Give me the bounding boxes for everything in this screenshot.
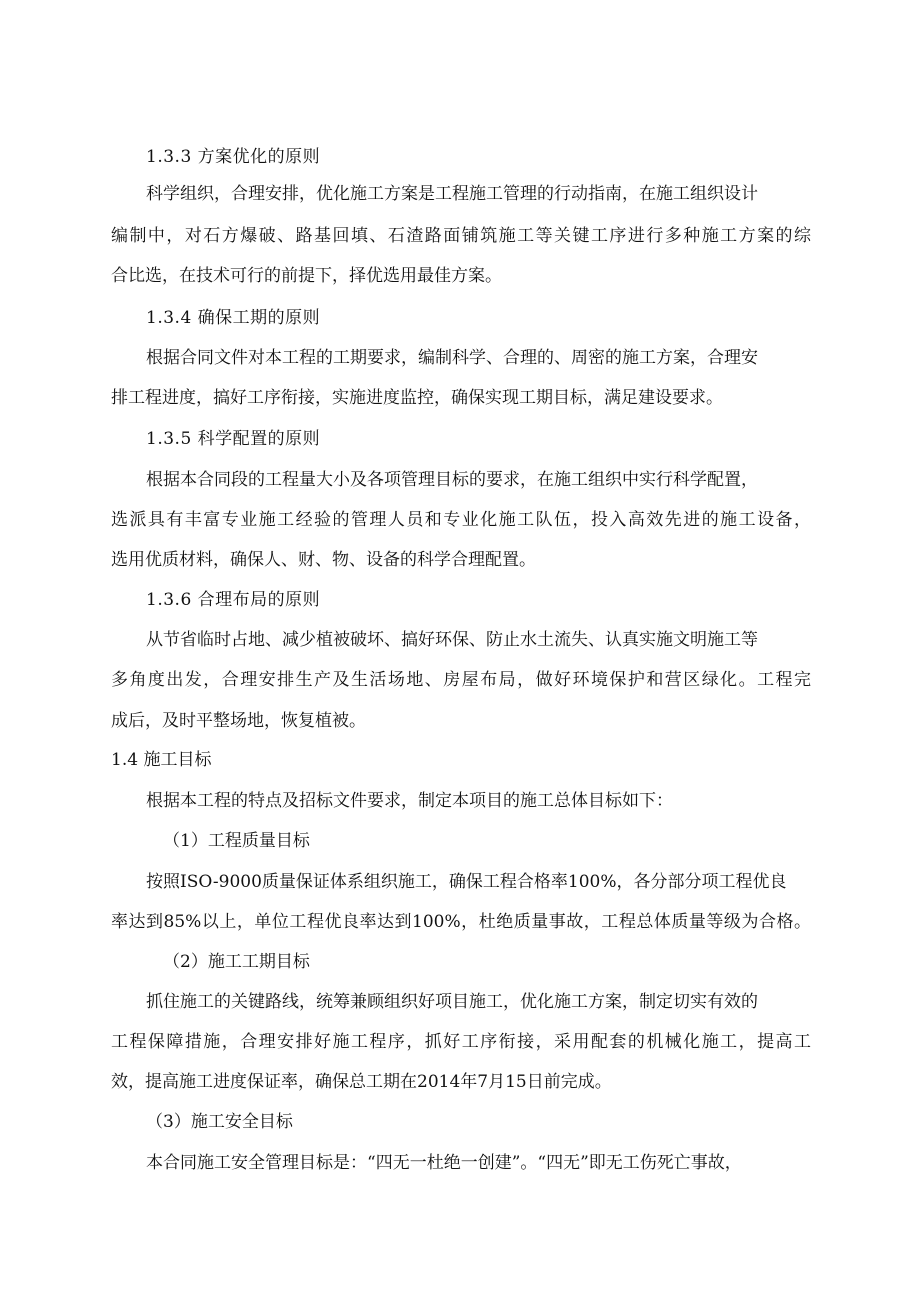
section-heading-1-3-4: 1.3.4 确保工期的原则 [146, 308, 321, 328]
paragraph-line: 工程保障措施，合理安排好施工程序，抓好工序衔接，采用配套的机械化施工，提高工 [111, 1032, 811, 1052]
section-heading-1-3-6: 1.3.6 合理布局的原则 [146, 590, 321, 610]
paragraph-line: 根据合同文件对本工程的工期要求，编制科学、合理的、周密的施工方案，合理安 [146, 348, 758, 368]
paragraph-line: 本合同施工安全管理目标是：“四无一杜绝一创建”。“四无”即无工伤死亡事故， [146, 1153, 742, 1173]
paragraph-line: 从节省临时占地、减少植被破坏、搞好环保、防止水土流失、认真实施文明施工等 [146, 630, 758, 650]
paragraph-line: 编制中，对石方爆破、路基回填、石渣路面铺筑施工等关键工序进行多种施工方案的综 [111, 226, 811, 246]
paragraph-line: 排工程进度，搞好工序衔接，实施进度监控，确保实现工期目标，满足建设要求。 [111, 388, 723, 408]
paragraph-line: 抓住施工的关键路线，统筹兼顾组织好项目施工，优化施工方案，制定切实有效的 [146, 992, 758, 1012]
section-heading-1-3-5: 1.3.5 科学配置的原则 [146, 429, 321, 449]
paragraph-line: 选用优质材料，确保人、财、物、设备的科学合理配置。 [111, 550, 536, 570]
subheading-quality-target: （1）工程质量目标 [163, 831, 310, 851]
section-heading-1-4: 1.4 施工目标 [111, 750, 212, 770]
paragraph-line: 根据本合同段的工程量大小及各项管理目标的要求，在施工组织中实行科学配置， [146, 470, 758, 490]
paragraph-line: 根据本工程的特点及招标文件要求，制定本项目的施工总体目标如下： [146, 791, 673, 811]
paragraph-line: 成后，及时平整场地，恢复植被。 [111, 711, 366, 731]
section-heading-1-3-3: 1.3.3 方案优化的原则 [146, 147, 321, 167]
paragraph-line: 选派具有丰富专业施工经验的管理人员和专业化施工队伍，投入高效先进的施工设备， [111, 510, 811, 530]
subheading-schedule-target: （2）施工工期目标 [163, 952, 310, 972]
subheading-safety-target: （3）施工安全目标 [146, 1112, 293, 1132]
paragraph-line: 合比选，在技术可行的前提下，择优选用最佳方案。 [111, 266, 502, 286]
paragraph-line: 按照ISO-9000质量保证体系组织施工，确保工程合格率100%，各分部分项工程优良 [146, 872, 787, 892]
paragraph-line: 科学组织，合理安排，优化施工方案是工程施工管理的行动指南，在施工组织设计 [146, 184, 758, 204]
paragraph-line: 率达到85%以上，单位工程优良率达到100%，杜绝质量事故，工程总体质量等级为合格。 [111, 912, 811, 932]
paragraph-line: 效，提高施工进度保证率，确保总工期在2014年7月15日前完成。 [111, 1072, 612, 1092]
paragraph-line: 多角度出发，合理安排生产及生活场地、房屋布局，做好环境保护和营区绿化。工程完 [111, 670, 811, 690]
